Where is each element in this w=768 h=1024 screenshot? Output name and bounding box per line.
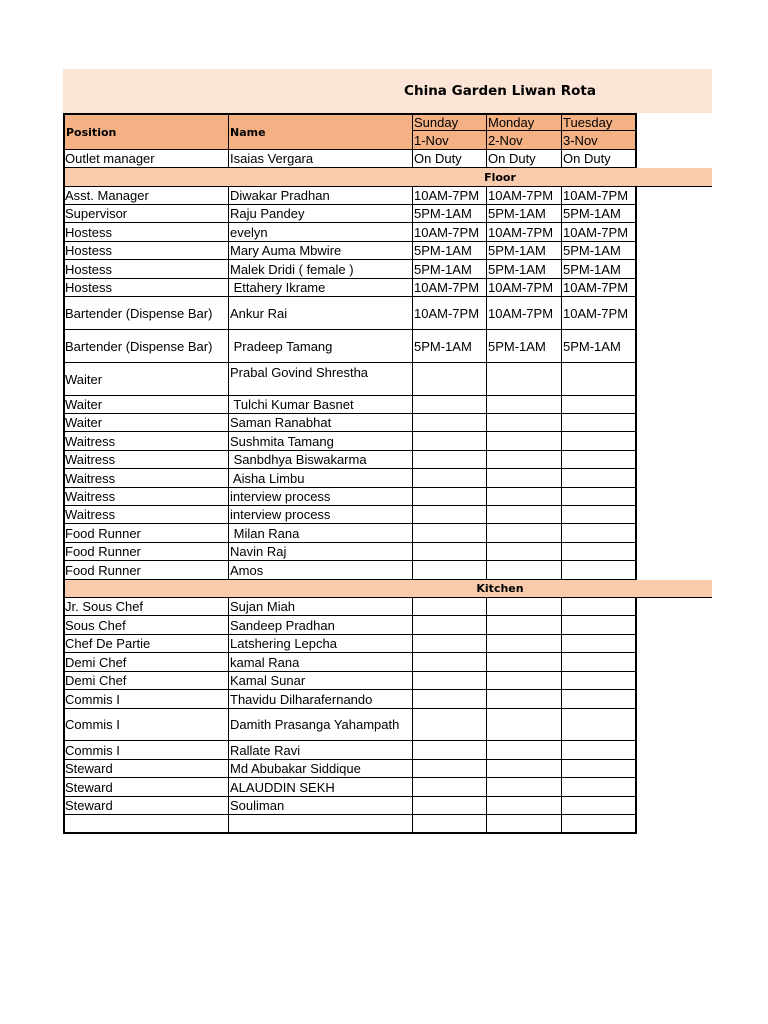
- name-cell: Ettahery Ikrame: [229, 279, 413, 297]
- table-row: [63, 223, 637, 242]
- position-cell: Hostess: [63, 260, 229, 279]
- day-column-header-monday: [487, 113, 562, 150]
- shift-cell-monday: [487, 760, 562, 778]
- position-cell: Steward: [63, 778, 229, 797]
- shift-cell-monday: 10AM-7PM: [487, 297, 562, 330]
- shift-cell-monday: [487, 488, 562, 506]
- shift-cell-sunday: [413, 396, 487, 414]
- table-row: [63, 741, 637, 760]
- name-cell: Malek Dridi ( female ): [229, 260, 413, 279]
- name-cell: Mary Auma Mbwire: [229, 242, 413, 260]
- shift-cell-tuesday: [562, 635, 637, 653]
- shift-cell-tuesday: [562, 797, 637, 815]
- table-row: [63, 297, 637, 330]
- name-cell: Milan Rana: [229, 524, 413, 543]
- table-row: [63, 451, 637, 469]
- name-cell: Sushmita Tamang: [229, 432, 413, 451]
- shift-cell-sunday: [413, 778, 487, 797]
- shift-cell-tuesday: [562, 778, 637, 797]
- shift-cell-monday: [487, 616, 562, 635]
- name-cell: Kamal Sunar: [229, 672, 413, 690]
- name-cell: Sanbdhya Biswakarma: [229, 451, 413, 469]
- shift-cell-tuesday: [562, 506, 637, 524]
- table-row: [63, 414, 637, 432]
- position-cell: Hostess: [63, 223, 229, 242]
- shift-cell-sunday: [413, 616, 487, 635]
- position-cell: Waiter: [63, 414, 229, 432]
- position-cell: Food Runner: [63, 561, 229, 580]
- shift-cell-sunday: 5PM-1AM: [413, 330, 487, 363]
- rota-table: [63, 113, 712, 834]
- shift-cell-sunday: [413, 598, 487, 616]
- table-row: [63, 432, 637, 451]
- shift-cell-tuesday: On Duty: [562, 150, 637, 168]
- position-cell: Waiter: [63, 363, 229, 396]
- shift-cell-sunday: 10AM-7PM: [413, 279, 487, 297]
- shift-cell-monday: [487, 432, 562, 451]
- name-cell: Rallate Ravi: [229, 741, 413, 760]
- table-row: [63, 760, 637, 778]
- shift-cell-sunday: [413, 709, 487, 741]
- shift-cell-monday: [487, 709, 562, 741]
- shift-cell-sunday: [413, 672, 487, 690]
- table-header: [63, 113, 637, 150]
- shift-cell-monday: [487, 778, 562, 797]
- shift-cell-tuesday: [562, 709, 637, 741]
- shift-cell-sunday: [413, 635, 487, 653]
- shift-cell-sunday: On Duty: [413, 150, 487, 168]
- position-cell: Waitress: [63, 432, 229, 451]
- position-cell: [63, 815, 229, 834]
- title-band: [63, 69, 712, 113]
- position-cell: Waitress: [63, 469, 229, 488]
- table-row: [63, 598, 637, 616]
- shift-cell-monday: [487, 524, 562, 543]
- position-cell: Hostess: [63, 242, 229, 260]
- table-row: [63, 488, 637, 506]
- name-cell: Ankur Rai: [229, 297, 413, 330]
- position-cell: Jr. Sous Chef: [63, 598, 229, 616]
- shift-cell-monday: [487, 414, 562, 432]
- name-cell: Diwakar Pradhan: [229, 187, 413, 205]
- shift-cell-monday: 5PM-1AM: [487, 205, 562, 223]
- table-row: [63, 815, 637, 834]
- position-cell: Food Runner: [63, 543, 229, 561]
- table-row: [63, 709, 637, 741]
- name-cell: kamal Rana: [229, 653, 413, 672]
- shift-cell-tuesday: [562, 815, 637, 834]
- section-label: Floor: [484, 170, 516, 184]
- table-row: [63, 672, 637, 690]
- shift-cell-tuesday: [562, 363, 637, 396]
- table-row: [63, 690, 637, 709]
- shift-cell-monday: [487, 363, 562, 396]
- table-row: [63, 205, 637, 223]
- position-cell: Steward: [63, 797, 229, 815]
- shift-cell-monday: [487, 506, 562, 524]
- shift-cell-monday: [487, 815, 562, 834]
- shift-cell-tuesday: 5PM-1AM: [562, 242, 637, 260]
- position-cell: Hostess: [63, 279, 229, 297]
- day-column-header-sunday: [413, 113, 487, 150]
- position-cell: Supervisor: [63, 205, 229, 223]
- position-cell: Demi Chef: [63, 653, 229, 672]
- shift-cell-sunday: [413, 653, 487, 672]
- day-name: Sunday: [413, 113, 487, 131]
- position-cell: Sous Chef: [63, 616, 229, 635]
- shift-cell-monday: [487, 451, 562, 469]
- position-cell: Commis I: [63, 709, 229, 741]
- shift-cell-sunday: [413, 815, 487, 834]
- shift-cell-tuesday: [562, 543, 637, 561]
- position-cell: Bartender (Dispense Bar): [63, 297, 229, 330]
- name-cell: Thavidu Dilharafernando: [229, 690, 413, 709]
- day-date: 1-Nov: [413, 131, 487, 150]
- name-cell: Sujan Miah: [229, 598, 413, 616]
- name-cell: Latshering Lepcha: [229, 635, 413, 653]
- day-name: Monday: [487, 113, 562, 131]
- position-cell: Waitress: [63, 488, 229, 506]
- table-row: [63, 778, 637, 797]
- name-cell: Tulchi Kumar Basnet: [229, 396, 413, 414]
- table-row: [63, 150, 637, 168]
- position-cell: Demi Chef: [63, 672, 229, 690]
- shift-cell-sunday: 5PM-1AM: [413, 260, 487, 279]
- shift-cell-monday: [487, 469, 562, 488]
- shift-cell-tuesday: [562, 672, 637, 690]
- shift-cell-sunday: [413, 506, 487, 524]
- shift-cell-tuesday: [562, 414, 637, 432]
- name-cell: Souliman: [229, 797, 413, 815]
- name-cell: Raju Pandey: [229, 205, 413, 223]
- name-cell: Amos: [229, 561, 413, 580]
- shift-cell-sunday: [413, 414, 487, 432]
- shift-cell-monday: [487, 672, 562, 690]
- position-cell: Food Runner: [63, 524, 229, 543]
- shift-cell-sunday: [413, 451, 487, 469]
- shift-cell-tuesday: 10AM-7PM: [562, 187, 637, 205]
- name-cell: Saman Ranabhat: [229, 414, 413, 432]
- shift-cell-monday: [487, 598, 562, 616]
- shift-cell-tuesday: 10AM-7PM: [562, 223, 637, 242]
- name-cell: [229, 815, 413, 834]
- shift-cell-monday: [487, 396, 562, 414]
- shift-cell-tuesday: [562, 561, 637, 580]
- shift-cell-tuesday: [562, 524, 637, 543]
- shift-cell-monday: [487, 690, 562, 709]
- shift-cell-sunday: 10AM-7PM: [413, 187, 487, 205]
- position-column-header: Position: [63, 113, 229, 150]
- name-cell: interview process: [229, 506, 413, 524]
- position-cell: Waiter: [63, 396, 229, 414]
- page-title: China Garden Liwan Rota: [404, 83, 596, 99]
- day-date: 3-Nov: [562, 131, 637, 150]
- name-cell: Md Abubakar Siddique: [229, 760, 413, 778]
- shift-cell-tuesday: [562, 451, 637, 469]
- table-body: [63, 150, 712, 834]
- shift-cell-monday: 5PM-1AM: [487, 330, 562, 363]
- shift-cell-monday: [487, 543, 562, 561]
- table-row: [63, 330, 637, 363]
- table-row: [63, 524, 637, 543]
- shift-cell-monday: [487, 741, 562, 760]
- shift-cell-sunday: [413, 524, 487, 543]
- name-cell: Pradeep Tamang: [229, 330, 413, 363]
- shift-cell-tuesday: [562, 760, 637, 778]
- shift-cell-sunday: [413, 797, 487, 815]
- shift-cell-monday: 5PM-1AM: [487, 242, 562, 260]
- table-row: [63, 561, 637, 580]
- shift-cell-tuesday: [562, 653, 637, 672]
- shift-cell-sunday: 10AM-7PM: [413, 223, 487, 242]
- name-cell: Damith Prasanga Yahampath: [229, 709, 413, 741]
- name-column-header: Name: [229, 113, 413, 150]
- table-row: [63, 279, 637, 297]
- shift-cell-monday: [487, 635, 562, 653]
- shift-cell-sunday: [413, 561, 487, 580]
- shift-cell-sunday: 5PM-1AM: [413, 242, 487, 260]
- table-row: [63, 187, 637, 205]
- shift-cell-sunday: 5PM-1AM: [413, 205, 487, 223]
- position-cell: Bartender (Dispense Bar): [63, 330, 229, 363]
- table-row: [63, 363, 637, 396]
- day-name: Tuesday: [562, 113, 637, 131]
- shift-cell-tuesday: [562, 690, 637, 709]
- table-row: [63, 506, 637, 524]
- position-cell: Commis I: [63, 690, 229, 709]
- shift-cell-monday: [487, 653, 562, 672]
- day-date: 2-Nov: [487, 131, 562, 150]
- position-cell: Commis I: [63, 741, 229, 760]
- shift-cell-sunday: [413, 741, 487, 760]
- table-row: [63, 543, 637, 561]
- day-column-header-tuesday: [562, 113, 637, 150]
- position-cell: Steward: [63, 760, 229, 778]
- shift-cell-sunday: [413, 760, 487, 778]
- section-row-kitchen: [63, 580, 712, 598]
- shift-cell-sunday: [413, 488, 487, 506]
- table-row: [63, 797, 637, 815]
- table-row: [63, 653, 637, 672]
- shift-cell-tuesday: [562, 432, 637, 451]
- name-cell: ALAUDDIN SEKH: [229, 778, 413, 797]
- table-row: [63, 260, 637, 279]
- name-cell: Aisha Limbu: [229, 469, 413, 488]
- shift-cell-tuesday: [562, 396, 637, 414]
- position-cell: Outlet manager: [63, 150, 229, 168]
- table-row: [63, 396, 637, 414]
- table-row: [63, 242, 637, 260]
- shift-cell-monday: 10AM-7PM: [487, 223, 562, 242]
- shift-cell-tuesday: 10AM-7PM: [562, 297, 637, 330]
- position-cell: Waitress: [63, 451, 229, 469]
- section-row-floor: [63, 168, 712, 187]
- name-cell: interview process: [229, 488, 413, 506]
- name-cell: Navin Raj: [229, 543, 413, 561]
- shift-cell-tuesday: 10AM-7PM: [562, 279, 637, 297]
- table-row: [63, 616, 637, 635]
- shift-cell-tuesday: 5PM-1AM: [562, 330, 637, 363]
- shift-cell-tuesday: [562, 616, 637, 635]
- shift-cell-sunday: [413, 469, 487, 488]
- shift-cell-tuesday: [562, 741, 637, 760]
- shift-cell-tuesday: [562, 598, 637, 616]
- shift-cell-monday: 5PM-1AM: [487, 260, 562, 279]
- table-row: [63, 635, 637, 653]
- shift-cell-sunday: [413, 690, 487, 709]
- shift-cell-monday: [487, 797, 562, 815]
- shift-cell-tuesday: 5PM-1AM: [562, 205, 637, 223]
- name-cell: Isaias Vergara: [229, 150, 413, 168]
- name-cell: Prabal Govind Shrestha: [229, 363, 413, 396]
- shift-cell-sunday: [413, 432, 487, 451]
- shift-cell-sunday: 10AM-7PM: [413, 297, 487, 330]
- shift-cell-tuesday: 5PM-1AM: [562, 260, 637, 279]
- position-cell: Asst. Manager: [63, 187, 229, 205]
- table-row: [63, 469, 637, 488]
- position-cell: Waitress: [63, 506, 229, 524]
- name-cell: evelyn: [229, 223, 413, 242]
- name-cell: Sandeep Pradhan: [229, 616, 413, 635]
- shift-cell-monday: [487, 561, 562, 580]
- position-cell: Chef De Partie: [63, 635, 229, 653]
- shift-cell-sunday: [413, 363, 487, 396]
- shift-cell-monday: 10AM-7PM: [487, 187, 562, 205]
- section-label: Kitchen: [476, 582, 524, 595]
- shift-cell-tuesday: [562, 469, 637, 488]
- shift-cell-sunday: [413, 543, 487, 561]
- shift-cell-monday: On Duty: [487, 150, 562, 168]
- shift-cell-tuesday: [562, 488, 637, 506]
- shift-cell-monday: 10AM-7PM: [487, 279, 562, 297]
